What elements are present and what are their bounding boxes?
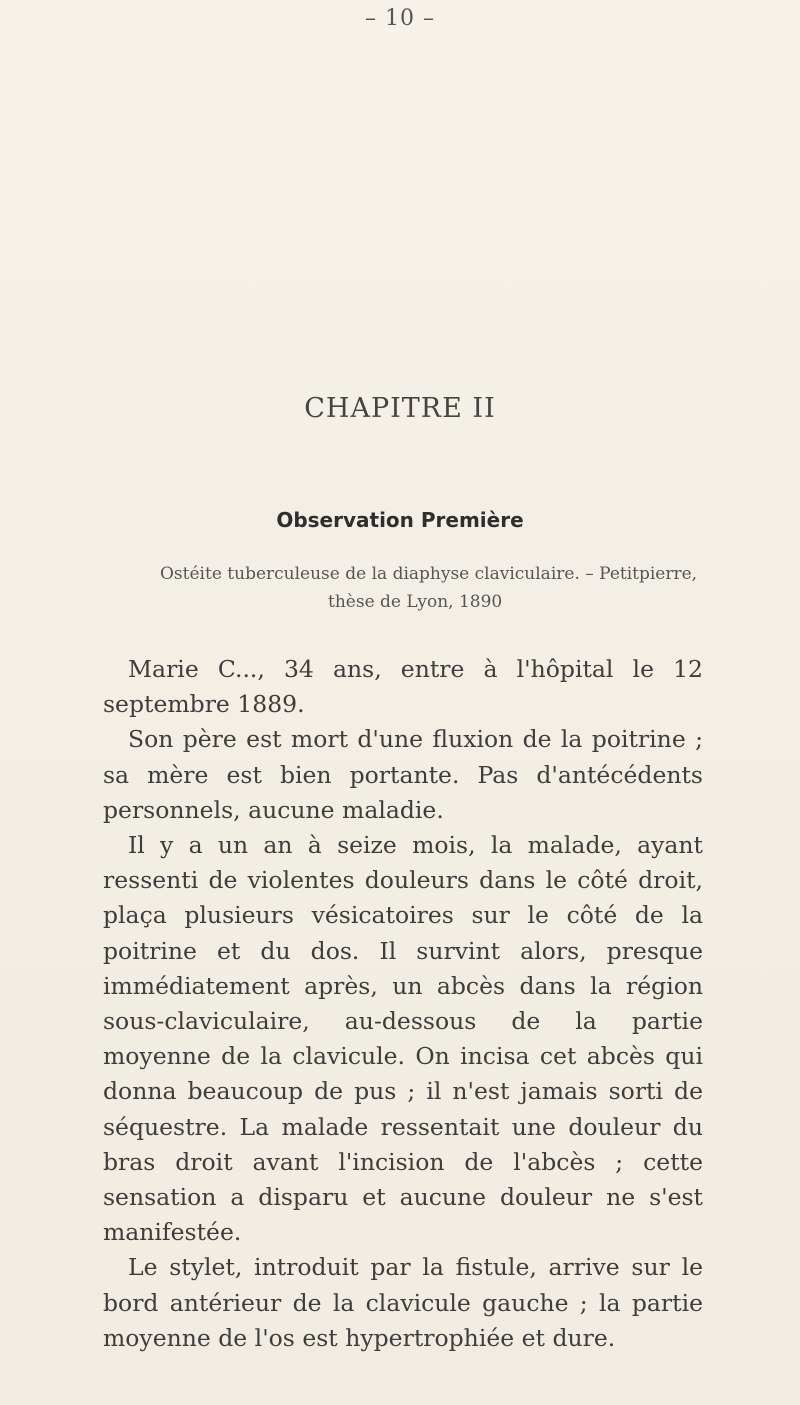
page-number: – 10 –	[365, 6, 435, 31]
source-reference-line-2: thèse de Lyon, 1890	[328, 592, 503, 612]
chapter-heading: CHAPITRE II	[304, 393, 496, 424]
paragraph-examination: Le stylet, introduit par la fistule, arrive sur le bord antérieur de la clavicule gauche ; la partie moyenne de l'os est hypertrophiée et dure.	[103, 1253, 703, 1352]
observation-title: Observation Première	[276, 508, 524, 532]
case-report-body	[103, 652, 703, 1356]
paragraph-admission: Marie C..., 34 ans, entre à l'hôpital le 12 septembre 1889.	[103, 655, 703, 719]
paragraph-clinical-history: Il y a un an à seize mois, la malade, ayant ressenti de violentes douleurs dans le côté droit, plaça plusieurs vésicatoires sur le côté de la poitrine et du dos. Il survint alors, presque immédiatement après, un abcès dans la région sous-claviculaire, au-dessous de la partie moyenne de la clavicule. On incisa cet abcès qui donna beaucoup de pus ; il n'est jamais sorti de séquestre. La malade ressentait une douleur du bras droit avant l'incision de l'abcès ; cette sensation a disparu et aucune douleur ne s'est manifestée.	[103, 831, 703, 1247]
source-reference	[160, 560, 700, 616]
source-reference-line-1: Ostéite tuberculeuse de la diaphyse claviculaire. – Petitpierre,	[160, 564, 698, 584]
paragraph-family-history: Son père est mort d'une fluxion de la poitrine ; sa mère est bien portante. Pas d'antécédents personnels, aucune maladie.	[103, 725, 703, 824]
